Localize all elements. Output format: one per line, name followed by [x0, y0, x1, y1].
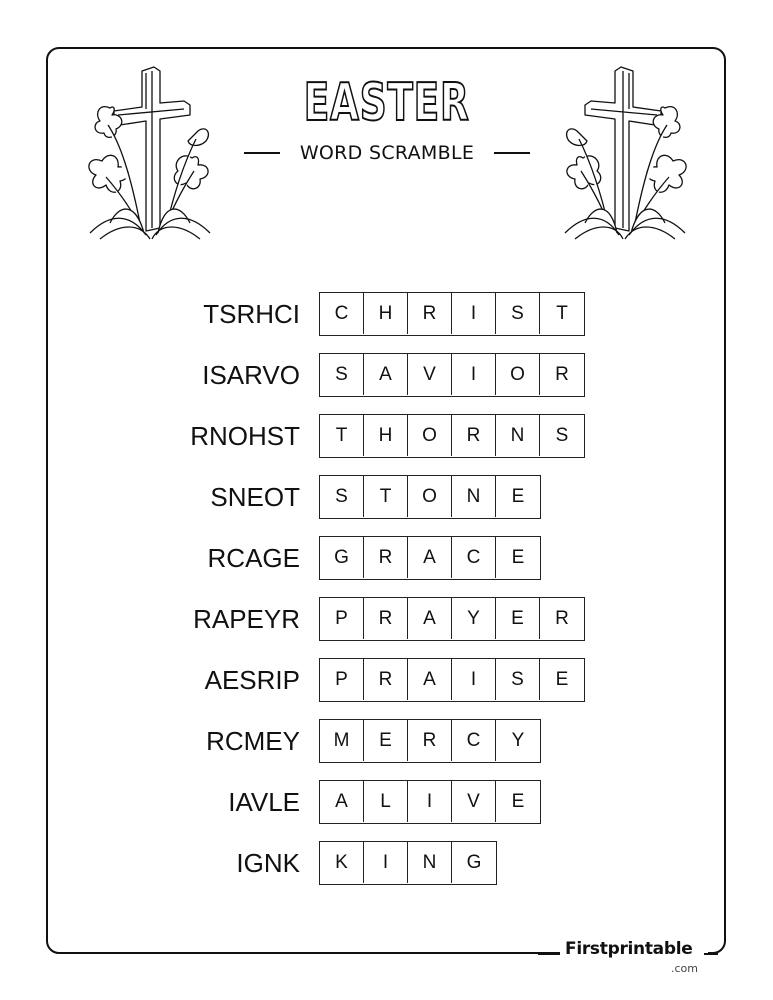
letter-box[interactable]: I: [452, 293, 496, 334]
letter-box[interactable]: I: [452, 659, 496, 700]
puzzle-row: [0, 841, 773, 885]
letter-box[interactable]: M: [320, 720, 364, 761]
puzzle-row: [0, 658, 773, 702]
letter-box[interactable]: O: [408, 476, 452, 517]
scrambled-word: RNOHST: [190, 421, 300, 451]
answer-boxes: [319, 414, 585, 458]
letter-box[interactable]: R: [408, 293, 452, 334]
letter-box[interactable]: T: [320, 415, 364, 456]
answer-boxes: [319, 475, 541, 519]
brand-domain: .com: [671, 962, 698, 975]
scrambled-word: IGNK: [236, 848, 300, 878]
page-title: EASTER: [303, 73, 470, 133]
scrambled-word: IAVLE: [228, 787, 300, 817]
puzzle-row: [0, 536, 773, 580]
letter-box[interactable]: V: [408, 354, 452, 395]
letter-box[interactable]: E: [496, 598, 540, 639]
scrambled-word: RCMEY: [206, 726, 300, 756]
letter-box[interactable]: A: [408, 659, 452, 700]
letter-box[interactable]: R: [555, 608, 569, 629]
letter-box[interactable]: E: [511, 547, 525, 568]
letter-box[interactable]: O: [408, 415, 452, 456]
letter-box[interactable]: T: [364, 476, 408, 517]
letter-box[interactable]: A: [408, 537, 452, 578]
scrambled-word: RCAGE: [207, 543, 300, 573]
letter-box[interactable]: R: [555, 364, 569, 385]
scrambled-word: RAPEYR: [193, 604, 300, 634]
subtitle-row: [244, 141, 530, 165]
letter-box[interactable]: R: [364, 598, 408, 639]
answer-boxes: [319, 536, 541, 580]
puzzle-row: [0, 475, 773, 519]
letter-box[interactable]: S: [320, 354, 364, 395]
letter-box[interactable]: H: [364, 293, 408, 334]
puzzle-row: [0, 353, 773, 397]
letter-box[interactable]: L: [364, 781, 408, 822]
letter-box[interactable]: S: [555, 425, 569, 446]
puzzle-row: [0, 414, 773, 458]
letter-box[interactable]: G: [320, 537, 364, 578]
puzzle-row: [0, 597, 773, 641]
scrambled-word: SNEOT: [210, 482, 300, 512]
brand-logo: Firstprintable: [565, 939, 693, 959]
answer-boxes: [319, 719, 541, 763]
letter-box[interactable]: R: [364, 659, 408, 700]
letter-box[interactable]: A: [320, 781, 364, 822]
letter-box[interactable]: P: [320, 659, 364, 700]
footer-line: [538, 953, 560, 955]
letter-box[interactable]: A: [364, 354, 408, 395]
divider-line: [244, 152, 280, 154]
letter-box[interactable]: G: [466, 852, 482, 873]
puzzle-row: [0, 292, 773, 336]
scrambled-word: AESRIP: [204, 665, 300, 695]
letter-box[interactable]: Y: [452, 598, 496, 639]
letter-box[interactable]: I: [452, 354, 496, 395]
letter-box[interactable]: A: [408, 598, 452, 639]
divider-line: [494, 152, 530, 154]
letter-box[interactable]: N: [452, 476, 496, 517]
letter-box[interactable]: E: [511, 791, 525, 812]
letter-box[interactable]: E: [511, 486, 525, 507]
letter-box[interactable]: H: [364, 415, 408, 456]
scrambled-word: TSRHCI: [203, 299, 300, 329]
letter-box[interactable]: E: [555, 669, 569, 690]
letter-box[interactable]: N: [408, 842, 452, 883]
letter-box[interactable]: P: [320, 598, 364, 639]
letter-box[interactable]: S: [320, 476, 364, 517]
letter-box[interactable]: R: [364, 537, 408, 578]
puzzle-row: [0, 780, 773, 824]
answer-boxes: [319, 597, 585, 641]
letter-box[interactable]: S: [496, 293, 540, 334]
letter-box[interactable]: C: [452, 720, 496, 761]
page-subtitle: WORD SCRAMBLE: [299, 142, 475, 164]
letter-box[interactable]: C: [452, 537, 496, 578]
letter-box[interactable]: I: [408, 781, 452, 822]
letter-box[interactable]: S: [496, 659, 540, 700]
letter-box[interactable]: V: [452, 781, 496, 822]
letter-box[interactable]: R: [452, 415, 496, 456]
puzzle-row: [0, 719, 773, 763]
letter-box[interactable]: T: [556, 303, 568, 324]
scrambled-word: ISARVO: [202, 360, 300, 390]
answer-boxes: [319, 353, 585, 397]
letter-box[interactable]: C: [320, 293, 364, 334]
letter-box[interactable]: R: [408, 720, 452, 761]
letter-box[interactable]: K: [320, 842, 364, 883]
answer-boxes: [319, 292, 585, 336]
letter-box[interactable]: N: [496, 415, 540, 456]
answer-boxes: [319, 658, 585, 702]
answer-boxes: [319, 780, 541, 824]
letter-box[interactable]: Y: [511, 730, 525, 751]
footer-line: [704, 953, 718, 955]
answer-boxes: [319, 841, 497, 885]
letter-box[interactable]: E: [364, 720, 408, 761]
letter-box[interactable]: I: [364, 842, 408, 883]
letter-box[interactable]: O: [496, 354, 540, 395]
